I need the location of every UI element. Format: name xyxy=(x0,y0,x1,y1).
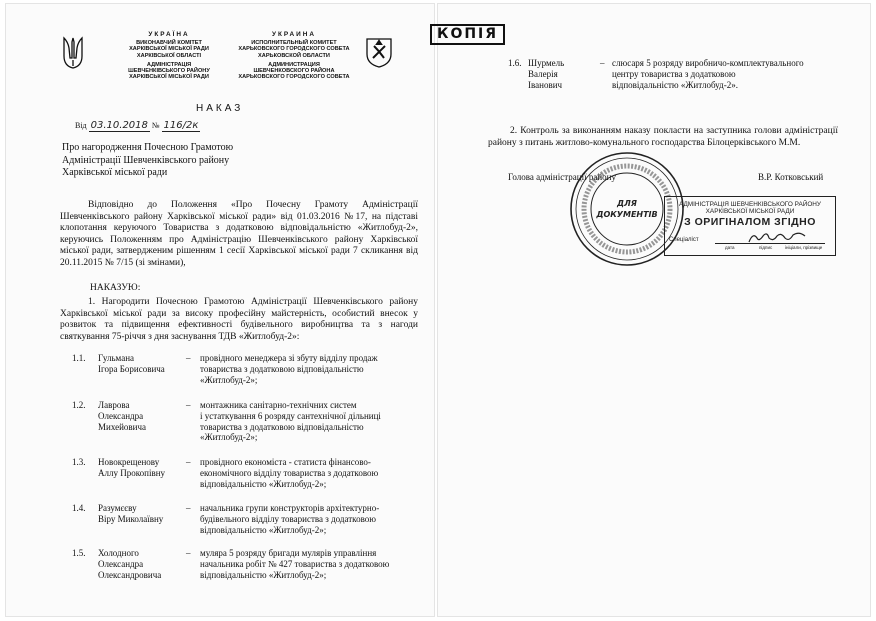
header-admin-line: ШЕВЧЕНКОВСКОГО РАЙОНА xyxy=(253,68,335,75)
header-line: ХАРЬКОВСКОГО ГОРОДСКОГО СОВЕТА xyxy=(238,46,350,53)
stamp-organization xyxy=(669,201,831,215)
header-russian xyxy=(232,32,356,80)
subject-line: Адміністрації Шевченківського району xyxy=(62,154,230,166)
item-description xyxy=(200,400,418,443)
seal-center-line: ДЛЯ xyxy=(617,199,637,208)
header-line: ХАРКІВСЬКОЇ ОБЛАСТІ xyxy=(136,52,202,59)
header-admin-line: АДМИНИСТРАЦИЯ xyxy=(268,61,320,68)
item-name xyxy=(98,457,182,479)
item-desc-line: начальника робіт № 427 товариства з додатковою xyxy=(200,558,390,569)
signature-title: Голова адміністрації району xyxy=(508,172,616,182)
stamp-sub-name: ініціали, прізвище xyxy=(785,245,823,250)
verification-stamp xyxy=(664,196,836,256)
item-desc-line: відповідальністю «Житлобуд-2». xyxy=(612,79,738,90)
item-number: 1.5. xyxy=(72,548,86,558)
item-name-line: Іванович xyxy=(528,79,563,90)
item-desc-line: економічного відділу товариства з додатковою xyxy=(200,467,379,478)
header-country: УКРАЇНА xyxy=(148,31,190,38)
item-dash: – xyxy=(186,400,191,410)
item-number: 1.4. xyxy=(72,503,86,513)
header-line: ХАРКІВСЬКОЇ МІСЬКОЇ РАДИ xyxy=(129,46,209,53)
trident-emblem-icon xyxy=(62,36,84,70)
item-desc-line: муляра 5 розряду бригади мулярів управління xyxy=(200,548,377,558)
order-heading: НАКАЗУЮ: xyxy=(90,283,141,293)
item-name-line: Валерія xyxy=(528,68,558,79)
order-date-line xyxy=(75,120,200,131)
item-description xyxy=(200,548,418,580)
item-name-line: Холодного xyxy=(98,548,139,558)
control-paragraph: 2. Контроль за виконанням наказу покласти на заступника голови адміністрації району з питань житлово-комунального господарства Білоцерківського М.М. xyxy=(488,126,838,148)
order-date: 03.10.2018 xyxy=(90,120,148,131)
page-right xyxy=(438,4,870,616)
subject-line: Про нагородження Почесною Грамотою xyxy=(62,142,234,153)
item-name-line: Олександра xyxy=(98,558,144,569)
header-country: УКРАИНА xyxy=(271,31,316,38)
award-paragraph: 1. Нагородити Почесною Грамотою Адміністрації Шевченківського району Харківської міської ради за високу професійну майстерність, особистий внесок у розвиток та підвищення ефективності будівельного виробництва та з нагоди святкування 75-річчя з дня заснування ТДВ «Житлобуд-2»: xyxy=(60,297,418,342)
header-line: ВИКОНАВЧИЙ КОМІТЕТ xyxy=(136,40,202,47)
subject-line: Харківської міської ради xyxy=(62,167,168,178)
item-name-line: Гульмана xyxy=(98,353,134,363)
item-desc-line: центру товариства з додатковою xyxy=(612,68,736,79)
handwritten-signature-icon xyxy=(747,230,807,244)
item-name-line: Лаврова xyxy=(98,400,130,410)
item-name xyxy=(98,400,182,432)
stamp-sub-signature: підпис xyxy=(759,245,773,250)
order-number: 116/2к xyxy=(163,120,199,131)
item-name-line: Аллу Прокопівну xyxy=(98,467,166,478)
item-name-line: Олександра xyxy=(98,410,144,421)
seal-center-line: ДОКУМЕНТІВ xyxy=(596,210,658,219)
header-line: ИСПОЛНИТЕЛЬНЫЙ КОМИТЕТ xyxy=(251,40,337,47)
item-desc-line: провідного економіста - статиста фінансово- xyxy=(200,457,371,467)
header-admin-line: ХАРКІВСЬКОЇ МІСЬКОЇ РАДИ xyxy=(129,74,209,81)
item-number: 1.6. xyxy=(508,58,522,68)
preamble-paragraph: Відповідно до Положення «Про Почесну Грамоту Адміністрації Шевченківського району Харківської міської ради» від 01.03.2016 №17, на підставі клопотання керуючого Товариства з додатковою відповідальністю «Житлобуд-2», керуючись Положенням про Адміністрацію Шевченківського району Харківської міської ради, затвердженим рішенням 1 сесії Харківської міської ради 7 скликання від 20.11.2015 № 7/15 (зі змінами), xyxy=(60,200,418,268)
item-name xyxy=(98,503,182,525)
header-admin-line: ШЕВЧЕНКІВСЬКОГО РАЙОНУ xyxy=(128,68,210,75)
order-title: НАКАЗ xyxy=(196,103,244,114)
item-name-line: Ігора Борисовича xyxy=(98,363,165,374)
item-desc-line: і устаткування 6 розряду сантехнічної дільниці xyxy=(200,410,381,421)
copy-stamp: КОПІЯ xyxy=(430,24,505,45)
stamp-org-line: АДМІНІСТРАЦІЯ ШЕВЧЕНКІВСЬКОГО РАЙОНУ xyxy=(679,201,821,208)
item-number: 1.1. xyxy=(72,353,86,363)
item-description xyxy=(612,58,838,90)
item-desc-line: слюсаря 5 розряду виробничо-комплектувального xyxy=(612,58,804,68)
number-prefix: № xyxy=(151,121,160,130)
item-description xyxy=(200,457,418,489)
item-desc-line: відповідальністю «Житлобуд-2»; xyxy=(200,524,327,535)
stamp-sub-date: дата xyxy=(725,245,735,250)
item-name-line: Новокрещенову xyxy=(98,457,160,467)
item-dash: – xyxy=(600,58,605,68)
item-dash: – xyxy=(186,353,191,363)
header-ukrainian xyxy=(110,32,228,80)
item-desc-line: начальника групи конструкторів архітектурно- xyxy=(200,503,380,513)
header-admin-line: АДМІНІСТРАЦІЯ xyxy=(146,61,192,68)
item-desc-line: «Житлобуд-2»; xyxy=(200,432,258,443)
city-emblem-icon xyxy=(364,36,394,68)
item-number: 1.2. xyxy=(72,400,86,410)
item-dash: – xyxy=(186,503,191,513)
item-name-line: Олександровича xyxy=(98,569,162,580)
stamp-role: Спеціаліст xyxy=(669,237,699,243)
item-number: 1.3. xyxy=(72,457,86,467)
item-dash: – xyxy=(186,548,191,558)
item-name xyxy=(98,353,182,375)
item-desc-line: монтажника санітарно-технічних систем xyxy=(200,400,357,410)
date-prefix: Від xyxy=(75,121,87,130)
item-desc-line: товариства з додатковою відповідальністю xyxy=(200,421,364,432)
item-desc-line: відповідальністю «Житлобуд-2»; xyxy=(200,478,327,489)
item-name-line: Віру Миколаївну xyxy=(98,513,164,524)
item-desc-line: будівельного відділу товариства з додатковою xyxy=(200,513,377,524)
item-name-line: Шурмель xyxy=(528,58,565,68)
item-name xyxy=(98,548,182,580)
item-desc-line: провідного менеджера зі збуту відділу продаж xyxy=(200,353,378,363)
item-name-line: Разумєєву xyxy=(98,503,137,513)
item-description xyxy=(200,503,418,535)
item-description xyxy=(200,353,418,385)
item-desc-line: відповідальністю «Житлобуд-2»; xyxy=(200,569,327,580)
item-desc-line: товариства з додатковою відповідальністю xyxy=(200,363,364,374)
item-desc-line: «Житлобуд-2»; xyxy=(200,374,258,385)
stamp-main-text: З ОРИГІНАЛОМ ЗГІДНО xyxy=(684,216,816,228)
order-subject xyxy=(62,142,282,180)
item-name-line: Михейовича xyxy=(98,421,146,432)
header-line: ХАРЬКОВСКОЙ ОБЛАСТИ xyxy=(258,52,330,59)
header-admin-line: ХАРЬКОВСКОГО ГОРОДСКОГО СОВЕТА xyxy=(238,74,350,81)
item-name xyxy=(528,58,598,90)
item-dash: – xyxy=(186,457,191,467)
stamp-org-line: ХАРКІВСЬКОЇ МІСЬКОЇ РАДИ xyxy=(705,208,795,216)
signature-name: В.Р. Котковський xyxy=(758,172,824,182)
stamp-signature-line xyxy=(715,243,825,244)
